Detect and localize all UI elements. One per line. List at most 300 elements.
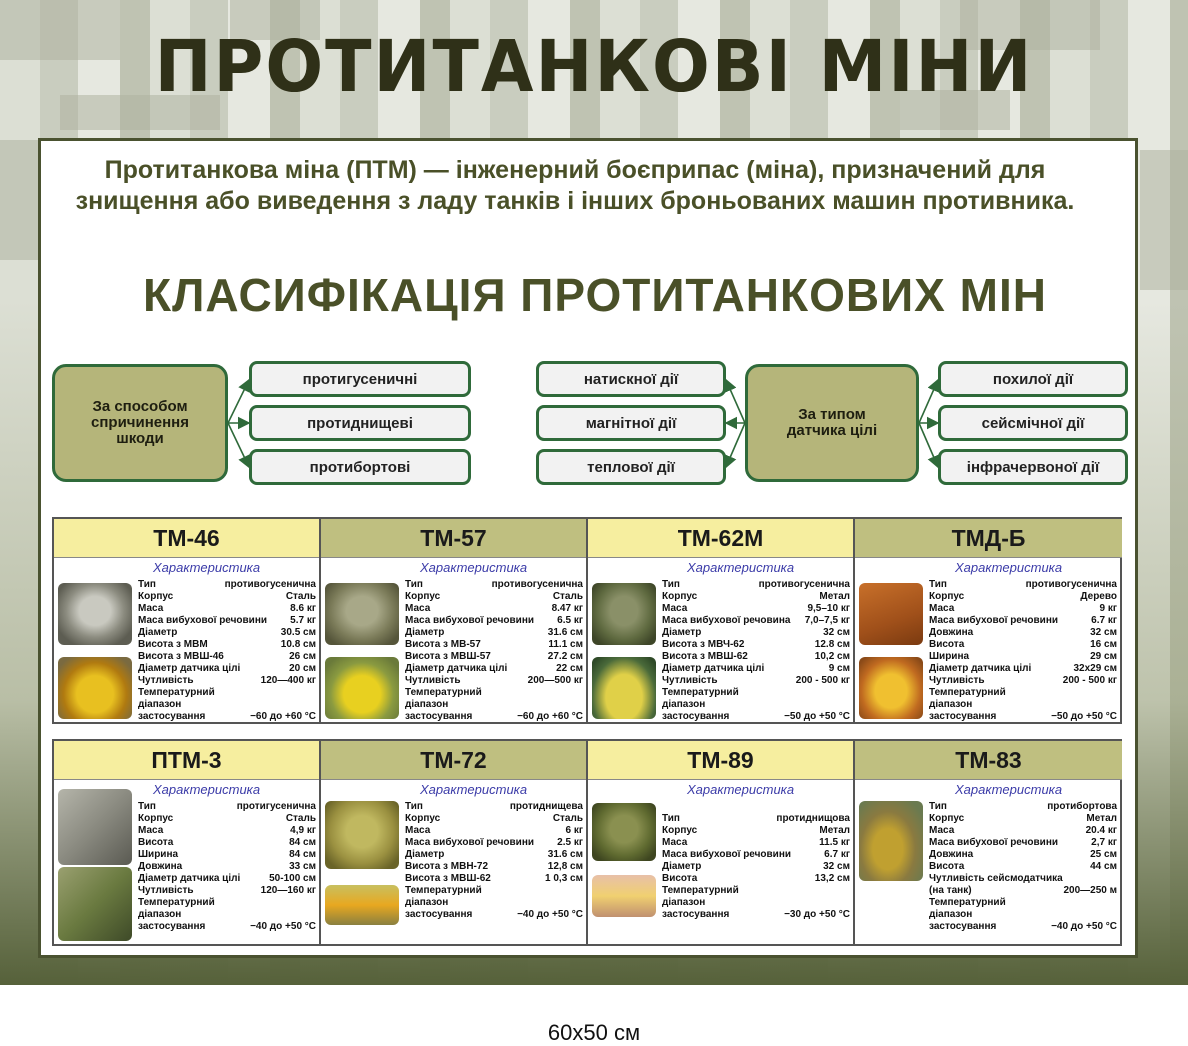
spec-value: 5.7 кг [290,615,316,626]
spec-value: Метал [1086,813,1117,824]
spec-value: 31.6 см [547,849,583,860]
spec-row [662,885,850,897]
spec-value: противогусенична [224,579,316,590]
sensor-type-3: теплової дії [536,449,726,485]
spec-row [405,849,583,861]
spec-key: Діаметр датчика цілі [662,663,765,674]
spec-value: 9 кг [1099,603,1117,614]
spec-row [929,813,1117,825]
spec-row [929,663,1117,675]
spec-value: 11.1 см [548,639,583,650]
spec-row [138,801,316,813]
spec-key: Висота з МВН-72 [405,861,489,872]
spec-row [405,591,583,603]
spec-value: −30 до +50 °С [784,909,850,920]
spec-row [138,813,316,825]
mine-photo [325,801,399,869]
spec-key: Корпус [405,591,441,602]
spec-key: Тип [662,579,680,590]
spec-key: Температурний [929,897,1006,908]
mine-photo [592,583,656,645]
spec-value: 33 см [289,861,316,872]
spec-key: Корпус [662,591,698,602]
spec-key: Температурний [138,897,215,908]
spec-value: 200—250 м [1063,885,1117,896]
mine-photo [58,583,132,645]
spec-value: 8.47 кг [551,603,583,614]
spec-row [138,579,316,591]
spec-row [138,921,316,933]
mine-card-tm89 [588,741,855,944]
mine-card-tm62m [588,519,855,722]
mine-specs [662,813,850,921]
spec-key: Тип [138,801,156,812]
spec-value: 11.5 кг [819,837,850,848]
spec-value: 120—400 кг [260,675,316,686]
spec-row [662,861,850,873]
spec-key: застосування [138,711,206,722]
spec-row [929,711,1117,723]
spec-value: Сталь [552,591,583,602]
by-sensor-box [745,364,919,482]
spec-key: Маса [929,825,955,836]
spec-row [662,663,850,675]
mine-photo [859,801,923,881]
mine-card-tm72 [321,741,588,944]
spec-label: Характеристика [152,560,261,575]
spec-value: Сталь [285,591,316,602]
spec-key: Діаметр [138,627,178,638]
spec-value: 32 см [823,861,850,872]
mine-specs [929,579,1117,723]
mine-specs [662,579,850,723]
mines-row-1 [52,517,1122,724]
spec-key: Діаметр датчика цілі [138,873,241,884]
spec-value: 29 см [1090,651,1117,662]
spec-value: Метал [819,591,850,602]
spec-key: Висота [138,837,174,848]
spec-value: 10,2 см [814,651,850,662]
by-damage-box [52,364,228,482]
spec-value: 6.7 кг [824,849,850,860]
spec-row [138,615,316,627]
mine-photo [58,789,132,865]
spec-value: −50 до +50 °С [1051,711,1117,722]
spec-row [929,861,1117,873]
spec-key: діапазон [929,909,973,920]
spec-row [138,627,316,639]
spec-row [405,663,583,675]
spec-key: Діаметр датчика цілі [405,663,508,674]
spec-row [929,909,1117,921]
spec-row [405,627,583,639]
sensor-type-5: сейсмічної дії [938,405,1128,441]
spec-row [929,651,1117,663]
spec-key: застосування [929,921,997,932]
spec-key: застосування [929,711,997,722]
spec-value: противогусенична [491,579,583,590]
spec-row [929,885,1117,897]
spec-row [138,639,316,651]
spec-value: 12.8 см [814,639,850,650]
mine-specs [138,579,316,723]
spec-row [929,897,1117,909]
spec-key: Маса [138,825,164,836]
spec-value: 120—160 кг [260,885,316,896]
spec-row [138,873,316,885]
spec-key: Висота з МВЧ-62 [662,639,745,650]
spec-value: 12,8 см [547,861,583,872]
spec-row [405,909,583,921]
spec-label: Характеристика [419,782,528,797]
mine-name: ТМ-72 [321,741,586,780]
spec-value: 44 см [1090,861,1117,872]
spec-key: Корпус [662,825,698,836]
spec-key: Висота з МВМ [138,639,208,650]
spec-key: Температурний [929,687,1006,698]
mine-name: ПТМ-3 [54,741,319,780]
mine-card-tmdb [855,519,1122,722]
spec-key: діапазон [662,897,706,908]
spec-value: противогусенична [1025,579,1117,590]
spec-key: Корпус [405,813,441,824]
spec-row [662,675,850,687]
page-title: ПРОТИТАНКОВІ МІНИ [154,26,1034,109]
spec-label: Характеристика [686,560,795,575]
spec-row [138,603,316,615]
spec-value: 6.5 кг [557,615,583,626]
spec-value: 32х29 см [1073,663,1117,674]
spec-key: Висота з МВШ-62 [405,873,491,884]
spec-key: Температурний [138,687,215,698]
spec-value: протибортова [1047,801,1117,812]
spec-key: Діаметр [662,627,702,638]
spec-key: діапазон [138,909,182,920]
spec-key: Корпус [138,591,174,602]
spec-row [138,663,316,675]
sensor-type-4: похилої дії [938,361,1128,397]
spec-key: Маса [662,603,688,614]
spec-row [138,885,316,897]
spec-value: −40 до +50 °С [517,909,583,920]
spec-value: 30.5 см [280,627,316,638]
spec-value: −50 до +50 °С [784,711,850,722]
spec-key: діапазон [405,897,449,908]
mine-name: ТМ-89 [588,741,853,780]
spec-key: Тип [405,801,423,812]
spec-key: Діаметр [405,849,445,860]
spec-key: Чутливість [929,675,985,686]
spec-row [929,801,1117,813]
spec-key: Температурний [405,885,482,896]
spec-key: Висота з МВШ-62 [662,651,748,662]
spec-row [929,603,1117,615]
sensor-type-2: магнітної дії [536,405,726,441]
spec-row [662,639,850,651]
spec-value: 32 см [823,627,850,638]
spec-key: Ширина [929,651,970,662]
spec-key: Тип [405,579,423,590]
spec-value: 16 см [1090,639,1117,650]
spec-value: 8.6 кг [290,603,316,614]
spec-row [405,837,583,849]
spec-row [405,639,583,651]
spec-row [138,897,316,909]
spec-key: Чутливість [138,885,194,896]
mine-specs [405,579,583,723]
spec-value: 27.2 см [547,651,583,662]
mine-cutaway-photo [325,885,399,925]
spec-key: Чутливість [138,675,194,686]
spec-row [405,897,583,909]
mine-card-tm83 [855,741,1122,944]
spec-row [662,909,850,921]
mine-name: ТМ-83 [855,741,1122,780]
spec-row [662,897,850,909]
spec-row [138,675,316,687]
spec-key: Довжина [138,861,183,872]
mine-specs [929,801,1117,933]
spec-key: діапазон [138,699,182,710]
spec-key: Маса вибухової речовини [138,615,268,626]
mine-cutaway-photo [859,657,923,719]
spec-value: 200 - 500 кг [1062,675,1117,686]
mine-name: ТМД-Б [855,519,1122,558]
spec-key: Корпус [138,813,174,824]
spec-key: застосування [138,921,206,932]
spec-row [405,801,583,813]
spec-row [405,861,583,873]
spec-row [405,873,583,885]
spec-key: Тип [929,801,947,812]
spec-value: противогусенична [758,579,850,590]
spec-value: 2.5 кг [557,837,583,848]
damage-type-1: протигусеничні [249,361,471,397]
spec-row [138,909,316,921]
spec-key: Висота [929,861,965,872]
spec-key: Довжина [929,627,974,638]
spec-row [662,849,850,861]
spec-row [662,579,850,591]
spec-value: протиднищева [509,801,583,812]
spec-row [405,651,583,663]
spec-value: −40 до +50 °С [250,921,316,932]
spec-key: Тип [138,579,156,590]
by-sensor-label: За типом датчика цілі [786,406,878,439]
spec-key: Маса вибухової речовина [662,615,791,626]
spec-key: Чутливість сейсмодатчика [929,873,1063,884]
spec-value: протиднищова [776,813,850,824]
spec-value: 84 см [289,837,316,848]
mine-cutaway-photo [325,657,399,719]
mine-card-tm46 [54,519,321,722]
spec-key: Довжина [929,849,974,860]
sensor-type-1: натискної дії [536,361,726,397]
spec-row [929,579,1117,591]
spec-value: 2,7 кг [1091,837,1117,848]
spec-label: Характеристика [954,560,1063,575]
spec-key: діапазон [662,699,706,710]
spec-row [929,921,1117,933]
damage-type-3: протибортові [249,449,471,485]
spec-key: Корпус [929,813,965,824]
spec-row [405,885,583,897]
spec-row [405,615,583,627]
mines-row-2 [52,739,1122,946]
spec-value: Сталь [552,813,583,824]
spec-row [405,813,583,825]
spec-key: Маса вибухової речовини [405,837,535,848]
spec-value: −60 до +60 °С [250,711,316,722]
spec-key: Висота [929,639,965,650]
spec-row [405,699,583,711]
spec-key: Маса [405,603,431,614]
spec-row [662,873,850,885]
spec-key: Висота з МВ-57 [405,639,481,650]
spec-key: Маса [405,825,431,836]
spec-value: 84 см [289,849,316,860]
spec-key: Тип [929,579,947,590]
spec-row [929,825,1117,837]
classification-title: КЛАСИФІКАЦІЯ ПРОТИТАНКОВИХ МІН [143,269,1047,321]
spec-key: діапазон [929,699,973,710]
spec-row [138,711,316,723]
mine-photo [592,803,656,861]
mine-name: ТМ-46 [54,519,319,558]
mine-specs [405,801,583,921]
spec-key: Маса [662,837,688,848]
spec-row [138,849,316,861]
spec-value: 31.6 см [547,627,583,638]
spec-value: 4,9 кг [290,825,316,836]
spec-row [929,687,1117,699]
spec-row [138,825,316,837]
spec-key: Корпус [929,591,965,602]
spec-key: Діаметр [405,627,445,638]
spec-value: 10.8 см [280,639,316,650]
spec-row [929,837,1117,849]
spec-value: Сталь [285,813,316,824]
mine-photo [325,583,399,645]
mine-cutaway-photo [58,657,132,719]
spec-row [405,579,583,591]
spec-value: 32 см [1090,627,1117,638]
spec-row [929,849,1117,861]
spec-key: Діаметр датчика цілі [138,663,241,674]
spec-value: 200 - 500 кг [795,675,850,686]
spec-key: Діаметр датчика цілі [929,663,1032,674]
spec-row [405,675,583,687]
spec-key: Маса вибухової речовини [405,615,535,626]
spec-key: застосування [405,711,473,722]
spec-row [929,615,1117,627]
spec-key: Температурний [662,885,739,896]
spec-label: Характеристика [419,560,528,575]
spec-key: Висота з МВШ-57 [405,651,491,662]
spec-row [662,627,850,639]
spec-key: застосування [662,711,730,722]
sensor-type-6: інфрачервоної дії [938,449,1128,485]
spec-row [929,873,1117,885]
spec-value: 9,5–10 кг [807,603,850,614]
spec-row [138,861,316,873]
spec-key: Маса вибухової речовини [929,615,1059,626]
spec-value: Дерево [1080,591,1117,602]
spec-row [662,825,850,837]
mine-card-tm57 [321,519,588,722]
spec-value: 200—500 кг [527,675,583,686]
spec-key: Маса вибухової речовини [929,837,1059,848]
spec-row [138,651,316,663]
spec-row [929,639,1117,651]
mine-cutaway-photo [592,875,656,917]
spec-row [929,699,1117,711]
spec-key: Висота [662,873,698,884]
spec-value: 1 0,3 см [545,873,583,884]
spec-value: 22 см [556,663,583,674]
spec-value: 20 см [289,663,316,674]
spec-value: 26 см [289,651,316,662]
by-damage-label: За способом спричинення шкоди [91,398,189,447]
mine-specs [138,801,316,933]
spec-key: Маса [138,603,164,614]
spec-key: Тип [662,813,680,824]
spec-row [662,699,850,711]
spec-key: застосування [662,909,730,920]
spec-row [662,591,850,603]
spec-row [405,711,583,723]
spec-value: 6.7 кг [1091,615,1117,626]
size-label: 60х50 см [547,1020,641,1045]
spec-row [662,603,850,615]
spec-row [929,675,1117,687]
spec-key: Температурний [405,687,482,698]
spec-value: 25 см [1090,849,1117,860]
spec-value: −60 до +60 °С [517,711,583,722]
spec-value: 9 см [828,663,850,674]
spec-row [662,711,850,723]
spec-key: застосування [405,909,473,920]
spec-row [929,591,1117,603]
intro-text: Протитанкова міна (ПТМ) — інженерний боєприпас (міна), призначений для знищення або виведення з ладу танків і інших броньованих машин противника. [75,156,1075,215]
spec-key: Діаметр [662,861,702,872]
mine-cutaway-photo [592,657,656,719]
spec-row [662,837,850,849]
spec-key: Ширина [138,849,179,860]
spec-key: Висота з МВШ-46 [138,651,224,662]
spec-value: −40 до +50 °С [1051,921,1117,932]
mine-card-ptm3 [54,741,321,944]
spec-value: протигусенична [236,801,316,812]
spec-row [405,825,583,837]
spec-value: 50-100 см [269,873,316,884]
spec-value: Метал [819,825,850,836]
spec-row [138,591,316,603]
spec-key: Температурний [662,687,739,698]
spec-key: (на танк) [929,885,972,896]
spec-label: Характеристика [152,782,261,797]
spec-key: Чутливість [662,675,718,686]
spec-value: 20.4 кг [1085,825,1117,836]
spec-row [662,687,850,699]
spec-row [138,837,316,849]
spec-row [662,813,850,825]
spec-key: Маса вибухової речовини [662,849,792,860]
mine-cutaway-photo [58,867,132,941]
mine-photo [859,583,923,645]
spec-label: Характеристика [954,782,1063,797]
spec-row [405,603,583,615]
